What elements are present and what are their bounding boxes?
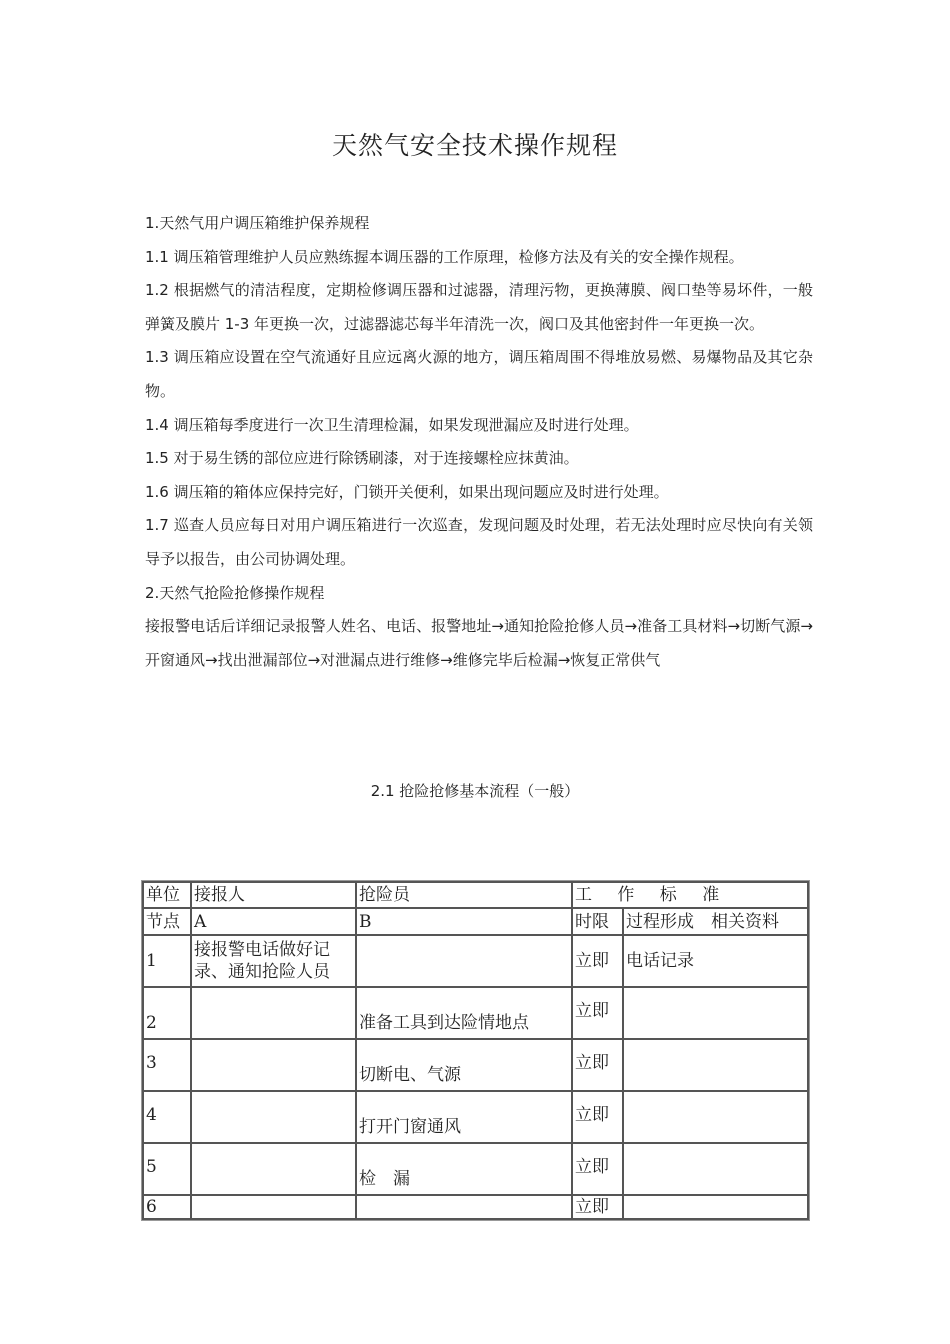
cell-receiver-action — [191, 1091, 356, 1143]
paragraph-1-5: 1.5 对于易生锈的部位应进行除锈刷漆，对于连接螺栓应抹黄油。 — [145, 449, 579, 468]
table-row — [143, 1039, 808, 1091]
cell-node: 6 — [143, 1195, 191, 1219]
cell-time-limit: 立即 — [572, 987, 623, 1039]
table-row — [143, 1143, 808, 1195]
header-work-standard: 工 作 标 准 — [572, 882, 808, 908]
emergency-procedure-table — [142, 881, 809, 1220]
header-unit: 单位 — [143, 882, 191, 908]
cell-time-limit: 立即 — [572, 1195, 623, 1219]
cell-time-limit: 立即 — [572, 935, 623, 987]
table-row — [143, 1195, 808, 1219]
cell-node: 3 — [143, 1039, 191, 1091]
table-header-row — [143, 882, 808, 908]
paragraph-1-3: 1.3 调压箱应设置在空气流通好且应远离火源的地方，调压箱周围不得堆放易燃、易爆物品及其它杂物。 — [145, 348, 813, 400]
table-row — [143, 987, 808, 1039]
section-heading-2: 2.天然气抢险抢修操作规程 — [145, 583, 325, 602]
document-title: 天然气安全技术操作规程 — [331, 131, 618, 160]
cell-related-docs: 电话记录 — [623, 935, 808, 987]
header-receiver: 接报人 — [191, 882, 356, 908]
cell-related-docs — [623, 1195, 808, 1219]
table-caption: 2.1 抢险抢修基本流程（一般） — [370, 782, 580, 800]
cell-node: 4 — [143, 1091, 191, 1143]
subheader-a: A — [191, 908, 356, 935]
cell-node: 2 — [143, 987, 191, 1039]
cell-time-limit: 立即 — [572, 1143, 623, 1195]
cell-time-limit: 立即 — [572, 1091, 623, 1143]
cell-related-docs — [623, 1143, 808, 1195]
table-subheader-row — [143, 908, 808, 935]
cell-related-docs — [623, 1091, 808, 1143]
cell-rescuer-action: 切断电、气源 — [356, 1039, 572, 1091]
cell-rescuer-action: 准备工具到达险情地点 — [356, 987, 572, 1039]
subheader-b: B — [356, 908, 572, 935]
cell-rescuer-action: 检 漏 — [356, 1143, 572, 1195]
procedure-flow-text: 接报警电话后详细记录报警人姓名、电话、报警地址→通知抢险抢修人员→准备工具材料→切断气源→开窗通风→找出泄漏部位→对泄漏点进行维修→维修完毕后检漏→恢复正常供气 — [145, 617, 813, 669]
header-rescuer: 抢险员 — [356, 882, 572, 908]
paragraph-1-2: 1.2 根据燃气的清洁程度，定期检修调压器和过滤器，清理污物，更换薄膜、阀口垫等易坏件，一般弹簧及膜片 1-3 年更换一次，过滤器滤芯每半年清洗一次，阀口及其他密封件一年更换一次。 — [145, 281, 813, 333]
table-row — [143, 1091, 808, 1143]
cell-related-docs — [623, 987, 808, 1039]
subheader-process-docs: 过程形成 相关资料 — [623, 908, 808, 935]
cell-rescuer-action: 打开门窗通风 — [356, 1091, 572, 1143]
subheader-node: 节点 — [143, 908, 191, 935]
cell-related-docs — [623, 1039, 808, 1091]
cell-time-limit: 立即 — [572, 1039, 623, 1091]
subheader-time-limit: 时限 — [572, 908, 623, 935]
cell-rescuer-action — [356, 1195, 572, 1219]
cell-receiver-action — [191, 1195, 356, 1219]
section-heading-1: 1.天然气用户调压箱维护保养规程 — [145, 214, 370, 232]
cell-node: 1 — [143, 935, 191, 987]
document-body — [145, 207, 813, 677]
cell-receiver-action — [191, 987, 356, 1039]
paragraph-1-7: 1.7 巡查人员应每日对用户调压箱进行一次巡查，发现问题及时处理，若无法处理时应尽快向有关领导予以报告，由公司协调处理。 — [145, 516, 813, 568]
cell-receiver-action — [191, 1143, 356, 1195]
cell-node: 5 — [143, 1143, 191, 1195]
cell-receiver-action — [191, 1039, 356, 1091]
paragraph-1-6: 1.6 调压箱的箱体应保持完好，门锁开关便利，如果出现问题应及时进行处理。 — [145, 482, 669, 501]
cell-receiver-action: 接报警电话做好记录、通知抢险人员 — [191, 935, 356, 987]
cell-rescuer-action — [356, 935, 572, 987]
paragraph-1-4: 1.4 调压箱每季度进行一次卫生清理检漏，如果发现泄漏应及时进行处理。 — [145, 415, 639, 434]
paragraph-1-1: 1.1 调压箱管理维护人员应熟练握本调压器的工作原理，检修方法及有关的安全操作规程。 — [145, 247, 744, 266]
table-row — [143, 935, 808, 987]
